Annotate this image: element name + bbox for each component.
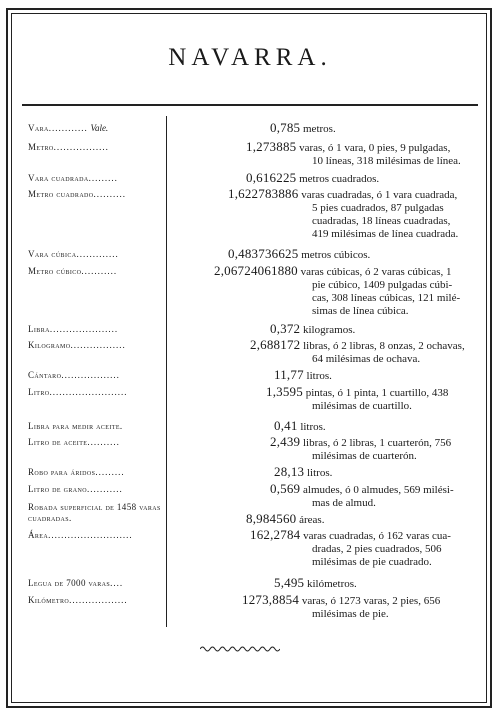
entry-value: 2,439 libras, ó 2 libras, 1 cuarterón, 756 milésimas de cuarterón. <box>270 434 452 462</box>
entry-label: Área.......................... <box>28 530 133 540</box>
entry-value: 8,984560 áreas. <box>246 511 325 526</box>
entry-value: 0,616225 metros cuadrados. <box>246 170 380 185</box>
entry-value: 162,2784 varas cuadradas, ó 162 varas cua- dradas, 2 pies cuadrados, 506 milésimas de pie cuadrado. <box>250 527 451 568</box>
entry-value: 2,688172 libras, ó 2 libras, 8 onzas, 2 ochavas, 64 milésimas de ochava. <box>250 337 465 365</box>
entry-label: Libra para medir aceite. <box>28 421 124 431</box>
entry-label: Litro........................ <box>28 387 128 397</box>
ornament-squiggle <box>200 643 280 655</box>
entry-label: Vara cúbica............. <box>28 249 119 259</box>
page-title: NAVARRA. <box>168 44 332 71</box>
entry-value: 0,41 litros. <box>274 418 326 433</box>
entry-value: 1,622783886 varas cuadradas, ó 1 vara cuadrada, 5 pies cuadrados, 87 pulgadas cuadradas, 18 líneas cuadradas, 419 milésimas de línea cuadrada. <box>228 186 459 240</box>
entry-label: Kilogramo................. <box>28 340 126 350</box>
entry-value: 0,785 metros. <box>270 120 336 135</box>
entry-label: Kilómetro.................. <box>28 595 128 605</box>
entry-label: Vara cuadrada......... <box>28 173 118 183</box>
entry-value: 1273,8854 varas, ó 1273 varas, 2 pies, 656 milésimas de pie. <box>242 592 441 620</box>
entry-value: 1,273885 varas, ó 1 vara, 0 pies, 9 pulgadas, 10 líneas, 318 milésimas de línea. <box>246 139 461 167</box>
entry-label: Litro de aceite.......... <box>28 437 120 447</box>
entry-label: Vara............ Vale. <box>28 123 109 133</box>
entry-label: Libra..................... <box>28 324 119 334</box>
entry-label: Robada superficial de 1458 varas cuadradas. <box>28 502 161 523</box>
entry-value: 28,13 litros. <box>274 464 333 479</box>
entry-label: Metro cúbico........... <box>28 266 118 276</box>
entry-label: Legua de 7000 varas.... <box>28 578 124 588</box>
entry-label: Cántaro.................. <box>28 370 120 380</box>
entry-label: Metro cuadrado.......... <box>28 189 127 199</box>
entry-value: 0,483736625 metros cúbicos. <box>228 246 371 261</box>
entry-value: 0,569 almudes, ó 0 almudes, 569 milési- mas de almud. <box>270 481 454 509</box>
entry-label: Litro de grano........... <box>28 484 123 494</box>
entry-value: 2,06724061880 varas cúbicas, ó 2 varas cúbicas, 1 pie cúbico, 1409 pulgadas cúbi- cas, 308 líneas cúbicas, 121 milé- simas de línea cúbica. <box>214 263 461 317</box>
entry-value: 5,495 kilómetros. <box>274 575 357 590</box>
entry-value: 0,372 kilogramos. <box>270 321 356 336</box>
entry-value: 11,77 litros. <box>274 367 332 382</box>
entry-label: Robo para áridos......... <box>28 467 125 477</box>
entry-label: Metro................. <box>28 142 109 152</box>
entry-value: 1,3595 pintas, ó 1 pinta, 1 cuartillo, 438 milésimas de cuartillo. <box>266 384 449 412</box>
